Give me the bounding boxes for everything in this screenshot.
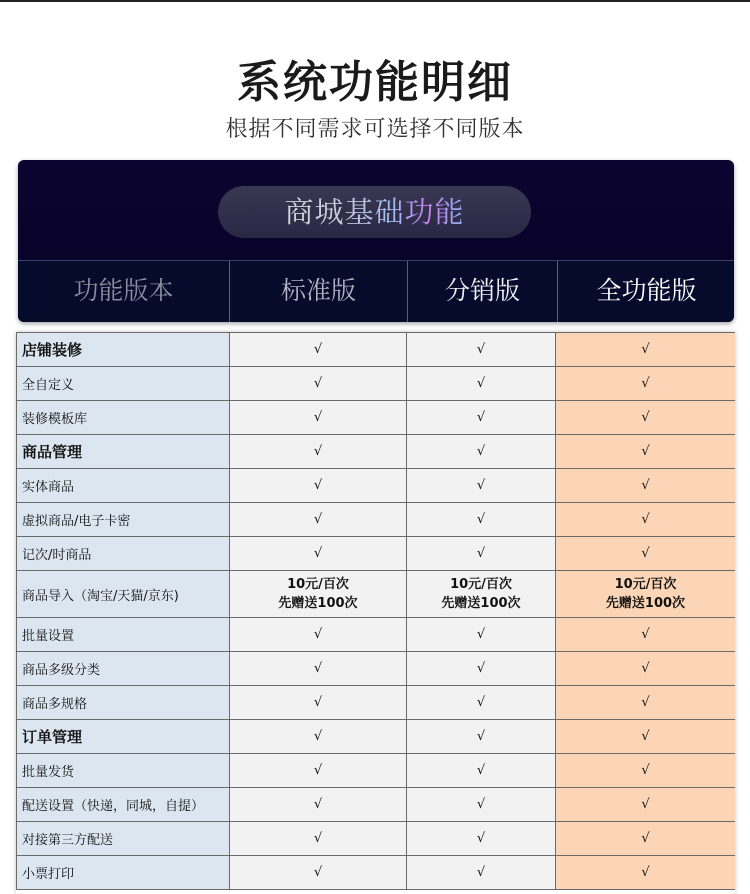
standard-cell: √ (230, 435, 407, 469)
distribution-cell: √ (407, 503, 556, 537)
standard-cell: √ (230, 618, 407, 652)
feature-name: 商品多级分类 (17, 652, 230, 686)
full-cell: √ (556, 720, 736, 754)
distribution-cell: √ (407, 754, 556, 788)
feature-name: 商品导入（淘宝/天猫/京东) (17, 571, 230, 618)
distribution-cell: √ (407, 652, 556, 686)
standard-cell (230, 571, 407, 618)
header-standard-plan: 标准版 (229, 261, 407, 322)
standard-cell: √ (230, 822, 407, 856)
header-distribution-plan: 分销版 (407, 261, 557, 322)
standard-cell: √ (230, 856, 407, 890)
feature-category-label: 商城基础功能 (284, 195, 465, 229)
full-cell: √ (556, 618, 736, 652)
standard-cell: √ (230, 469, 407, 503)
full-cell: √ (556, 435, 736, 469)
distribution-cell: √ (407, 537, 556, 571)
full-cell: √ (556, 333, 736, 367)
feature-name: 虚拟商品/电子卡密 (17, 503, 230, 537)
standard-cell: √ (230, 788, 407, 822)
full-cell: √ (556, 754, 736, 788)
bonus-line: 先赠送100次 (605, 596, 686, 611)
feature-table-body (17, 333, 736, 890)
standard-cell: √ (230, 537, 407, 571)
header-feature-version: 功能版本 (73, 276, 174, 305)
plan-header-row (18, 260, 734, 322)
feature-name: 商品多规格 (17, 686, 230, 720)
table-row (17, 856, 736, 890)
full-cell: √ (556, 856, 736, 890)
standard-cell: √ (230, 333, 407, 367)
table-row (17, 652, 736, 686)
page-subtitle: 根据不同需求可选择不同版本 (225, 117, 525, 142)
distribution-cell: √ (407, 788, 556, 822)
table-row (17, 537, 736, 571)
full-cell: √ (556, 686, 736, 720)
feature-name: 记次/时商品 (17, 537, 230, 571)
distribution-cell (407, 571, 556, 618)
table-row (17, 469, 736, 503)
table-row (17, 686, 736, 720)
bonus-line: 先赠送100次 (441, 596, 521, 611)
full-cell: √ (556, 788, 736, 822)
full-cell: √ (556, 469, 736, 503)
distribution-cell: √ (407, 822, 556, 856)
feature-name: 全自定义 (17, 367, 230, 401)
table-row (17, 367, 736, 401)
feature-table (16, 332, 735, 894)
full-cell: √ (556, 367, 736, 401)
price-line: 10元/百次 (450, 577, 512, 592)
standard-cell: √ (230, 720, 407, 754)
full-cell: √ (556, 822, 736, 856)
price-line: 10元/百次 (614, 577, 677, 592)
hero-banner (18, 160, 734, 322)
full-cell: √ (556, 401, 736, 435)
distribution-cell: √ (407, 435, 556, 469)
table-row (17, 788, 736, 822)
table-row (17, 720, 736, 754)
distribution-cell: √ (407, 720, 556, 754)
header-full-plan: 全功能版 (557, 261, 734, 322)
feature-name: 商品管理 (17, 435, 230, 469)
full-cell: √ (556, 537, 736, 571)
full-cell (556, 571, 736, 618)
standard-cell: √ (230, 401, 407, 435)
full-cell: √ (556, 652, 736, 686)
standard-cell: √ (230, 754, 407, 788)
bonus-line: 先赠送100次 (278, 596, 358, 611)
feature-name: 订单管理 (17, 720, 230, 754)
distribution-cell: √ (407, 401, 556, 435)
feature-name: 小票打印 (17, 856, 230, 890)
feature-category-badge (218, 186, 531, 238)
table-row (17, 435, 736, 469)
table-row (17, 822, 736, 856)
feature-name: 批量设置 (17, 618, 230, 652)
feature-name: 配送设置（快递，同城，自提） (17, 788, 230, 822)
price-line: 10元/百次 (287, 577, 349, 592)
feature-name: 实体商品 (17, 469, 230, 503)
distribution-cell: √ (407, 618, 556, 652)
standard-cell: √ (230, 686, 407, 720)
standard-cell: √ (230, 652, 407, 686)
table-row (17, 754, 736, 788)
table-row (17, 618, 736, 652)
distribution-cell: √ (407, 686, 556, 720)
page-title: 系统功能明细 (237, 57, 513, 108)
full-cell: √ (556, 503, 736, 537)
table-row (17, 401, 736, 435)
table-row (17, 333, 736, 367)
table-row (17, 571, 736, 618)
distribution-cell: √ (407, 367, 556, 401)
feature-name: 对接第三方配送 (17, 822, 230, 856)
distribution-cell: √ (407, 333, 556, 367)
top-border (0, 0, 750, 2)
feature-name: 店铺装修 (17, 333, 230, 367)
table-row (17, 503, 736, 537)
standard-cell: √ (230, 367, 407, 401)
distribution-cell: √ (407, 856, 556, 890)
feature-name: 批量发货 (17, 754, 230, 788)
distribution-cell: √ (407, 469, 556, 503)
standard-cell: √ (230, 503, 407, 537)
feature-name: 装修模板库 (17, 401, 230, 435)
